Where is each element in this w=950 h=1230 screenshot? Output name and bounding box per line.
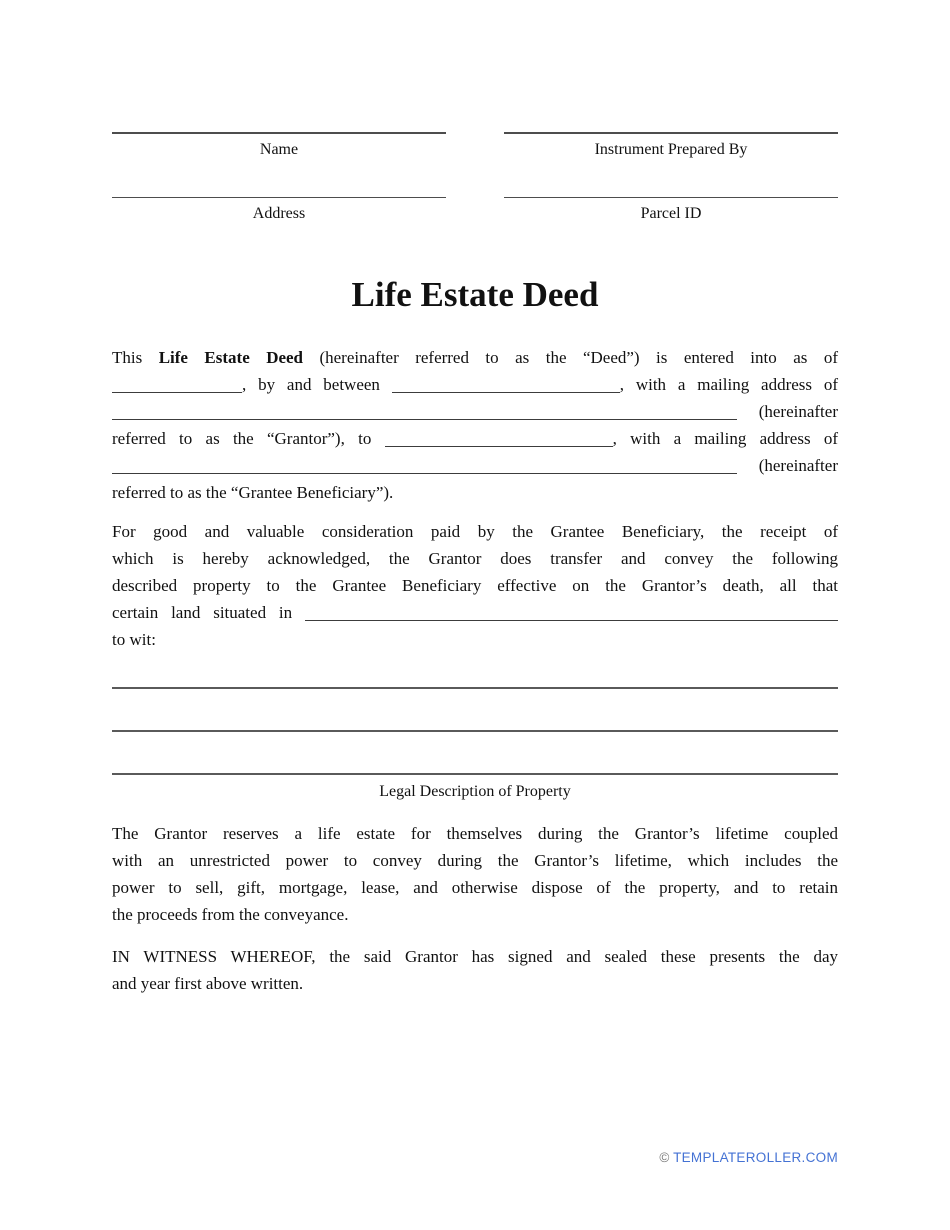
text-line — [112, 820, 838, 847]
text-line — [112, 371, 838, 398]
footer — [659, 1150, 838, 1166]
paragraph-consideration — [112, 518, 838, 653]
document-title: Life Estate Deed — [351, 275, 599, 314]
text-line — [112, 626, 838, 653]
text-run: IN WITNESS WHEREOF, the said Grantor has signed and sealed these presents the day — [112, 946, 838, 966]
name-field-label: Name — [259, 140, 299, 158]
address-field — [112, 197, 446, 225]
text-run: and year first above written. — [112, 973, 304, 993]
text-run: (hereinafter — [737, 402, 838, 421]
legal-description-line-3 — [112, 773, 838, 775]
text-line — [112, 425, 838, 452]
date-blank — [112, 378, 242, 393]
text-run: (hereinafter — [737, 456, 838, 475]
grantee-address-blank — [112, 459, 737, 474]
text-line — [112, 479, 838, 506]
legal-description-section — [112, 687, 838, 802]
grantee-name-blank — [385, 432, 613, 447]
parcel-id-field — [504, 197, 838, 225]
instrument-prepared-by-blank-line — [504, 132, 838, 134]
text-line — [112, 943, 838, 970]
text-run: the proceeds from the conveyance. — [112, 904, 349, 924]
text-line — [112, 970, 838, 997]
copyright-symbol: © — [659, 1150, 670, 1165]
land-location-blank — [305, 606, 838, 621]
text-line — [112, 847, 838, 874]
address-field-label: Address — [252, 205, 306, 222]
parcel-id-blank-line — [504, 197, 838, 199]
paragraph-witness — [112, 943, 838, 997]
address-blank-line — [112, 197, 446, 199]
text-run: power to sell, gift, mortgage, lease, and otherwise dispose of the property, and to retain — [112, 877, 838, 897]
name-blank-line — [112, 132, 446, 134]
grantor-address-blank — [112, 405, 737, 420]
text-run: This — [112, 348, 159, 367]
legal-description-caption: Legal Description of Property — [379, 782, 571, 800]
name-field — [112, 132, 446, 160]
instrument-prepared-by-field — [504, 132, 838, 160]
text-run: referred to as the “Grantor”), to — [112, 429, 385, 448]
text-run: certain land situated in — [112, 603, 305, 622]
text-run: to wit: — [112, 630, 156, 649]
paragraph-intro — [112, 344, 838, 506]
text-run: referred to as the “Grantee Beneficiary”). — [112, 483, 394, 502]
text-line — [112, 344, 838, 371]
text-run: , with a mailing address of — [612, 429, 838, 448]
text-run: , with a mailing address of — [619, 375, 838, 394]
parcel-id-field-label: Parcel ID — [640, 205, 702, 222]
templateroller-link[interactable]: TEMPLATEROLLER.COM — [673, 1150, 838, 1165]
text-run: (hereinafter referred to as the “Deed”) is entered into as of — [303, 348, 838, 367]
text-line — [112, 545, 838, 572]
text-line — [112, 599, 838, 626]
text-run: Life Estate Deed — [158, 348, 304, 367]
grantor-name-blank — [392, 378, 620, 393]
paragraph-reservation — [112, 820, 838, 928]
text-line — [112, 874, 838, 901]
text-run: For good and valuable consideration paid by the Grantee Beneficiary, the receipt of — [112, 522, 838, 541]
text-run: , by and between — [242, 375, 392, 394]
instrument-prepared-by-field-label: Instrument Prepared By — [594, 140, 748, 158]
text-line — [112, 452, 838, 479]
legal-description-line-2 — [112, 730, 838, 732]
text-line — [112, 398, 838, 425]
header-fields — [112, 132, 838, 224]
text-run: with an unrestricted power to convey during the Grantor’s lifetime, which includes the — [112, 850, 838, 870]
text-line — [112, 518, 838, 545]
text-run: which is hereby acknowledged, the Grantor does transfer and convey the following — [112, 549, 838, 568]
legal-description-line-1 — [112, 687, 838, 689]
text-run: described property to the Grantee Beneficiary effective on the Grantor’s death, all that — [112, 576, 838, 595]
text-line — [112, 572, 838, 599]
text-run: The Grantor reserves a life estate for themselves during the Grantor’s lifetime coupled — [112, 823, 838, 843]
text-line — [112, 901, 838, 928]
